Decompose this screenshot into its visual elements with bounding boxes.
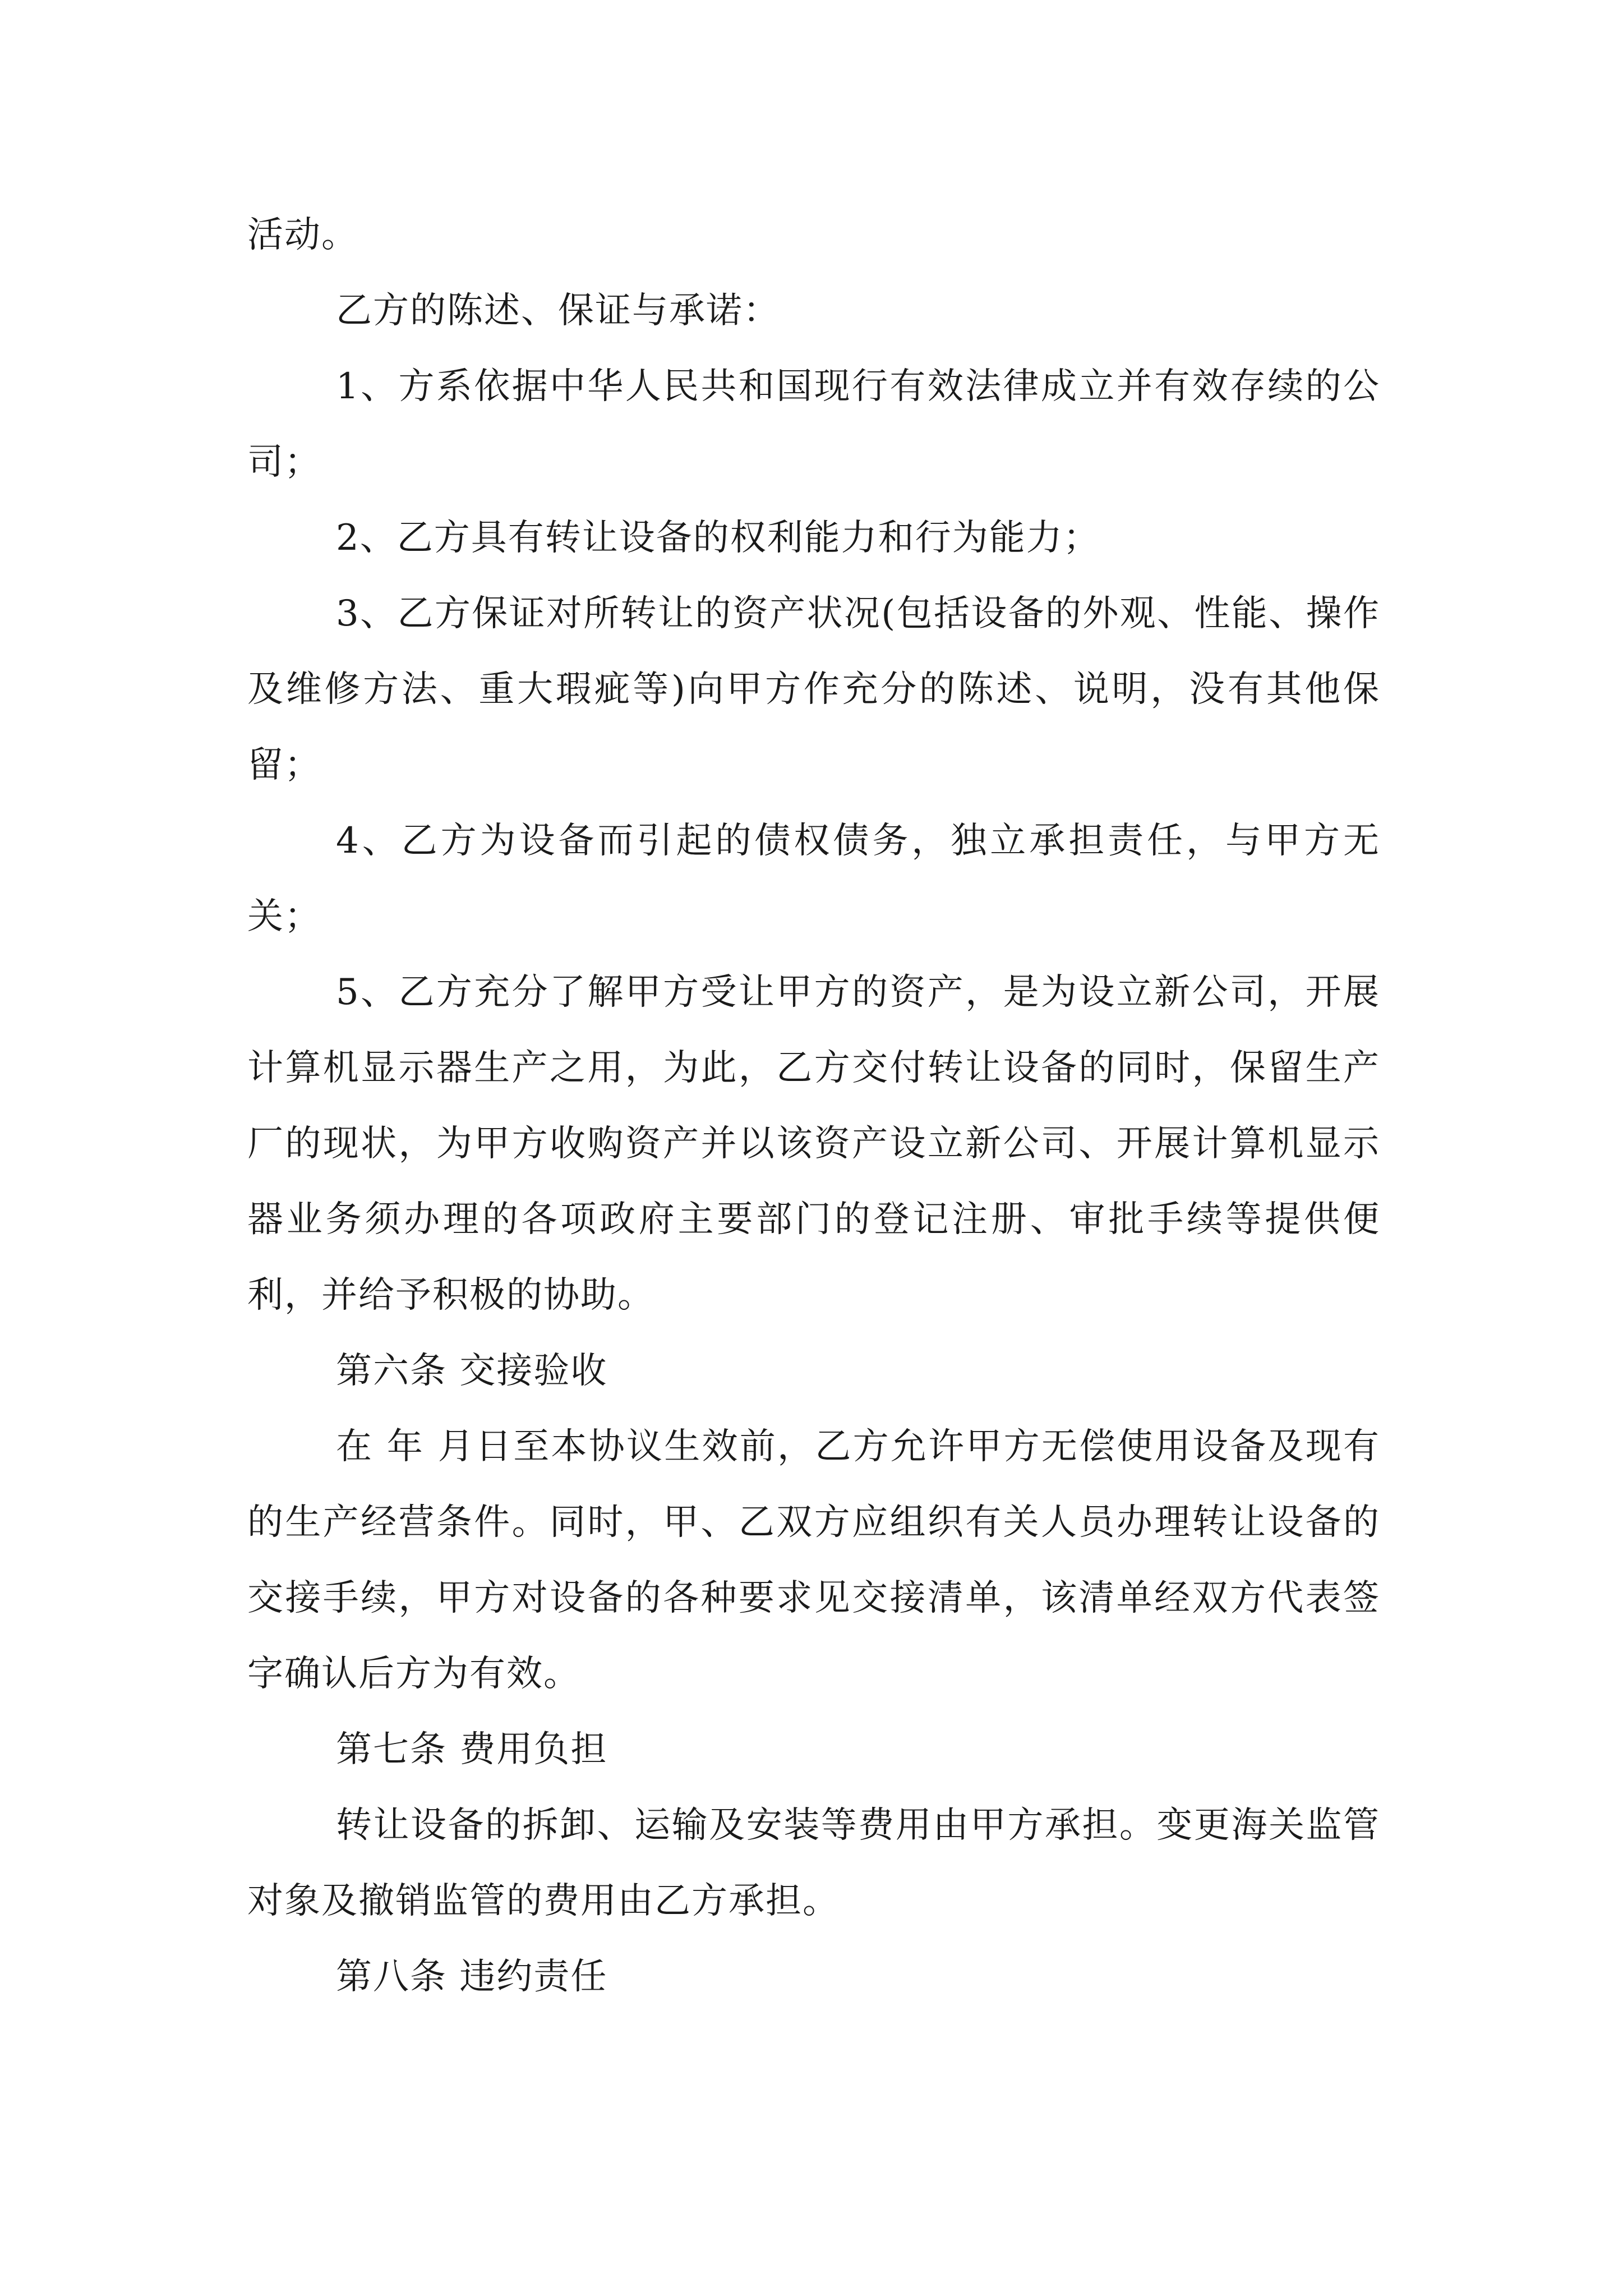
article-7-heading: 第七条 费用负担 [336,1729,608,1770]
article-8-heading: 第八条 违约责任 [336,1956,608,1998]
paragraph-item-3: 3、乙方保证对所转让的资产状况(包括设备的外观、性能、操作及维修方法、重大瑕疵等)向甲方作充分的陈述、说明，没有其他保留； [247,593,1380,786]
article-7-body: 转让设备的拆卸、运输及安装等费用由甲方承担。变更海关监管对象及撤销监管的费用由乙方承担。 [247,1805,1380,1922]
paragraph-item-1: 1、方系依据中华人民共和国现行有效法律成立并有效存续的公司； [247,366,1380,483]
paragraph-continuation: 活动。 [247,214,358,256]
paragraph-item-2: 2、乙方具有转让设备的权利能力和行为能力； [336,517,1100,559]
article-6-body: 在 年 月日至本协议生效前，乙方允许甲方无偿使用设备及现有的生产经营条件。同时，甲、乙双方应组织有关人员办理转让设备的交接手续，甲方对设备的各种要求见交接清单，该清单经双方代表签字确认后方为有效。 [247,1426,1380,1695]
paragraph-item-5: 5、乙方充分了解甲方受让甲方的资产，是为设立新公司，开展计算机显示器生产之用，为此，乙方交付转让设备的同时，保留生产厂的现状，为甲方收购资产并以该资产设立新公司、开展计算机显示器业务须办理的各项政府主要部门的登记注册、审批手续等提供便利，并给予积极的协助。 [247,972,1380,1316]
document-body [247,197,1380,2015]
paragraph-item-4: 4、乙方为设备而引起的债权债务，独立承担责任，与甲方无关； [247,820,1380,937]
article-6-heading: 第六条 交接验收 [336,1350,608,1392]
paragraph-party-b-heading: 乙方的陈述、保证与承诺： [336,290,780,332]
